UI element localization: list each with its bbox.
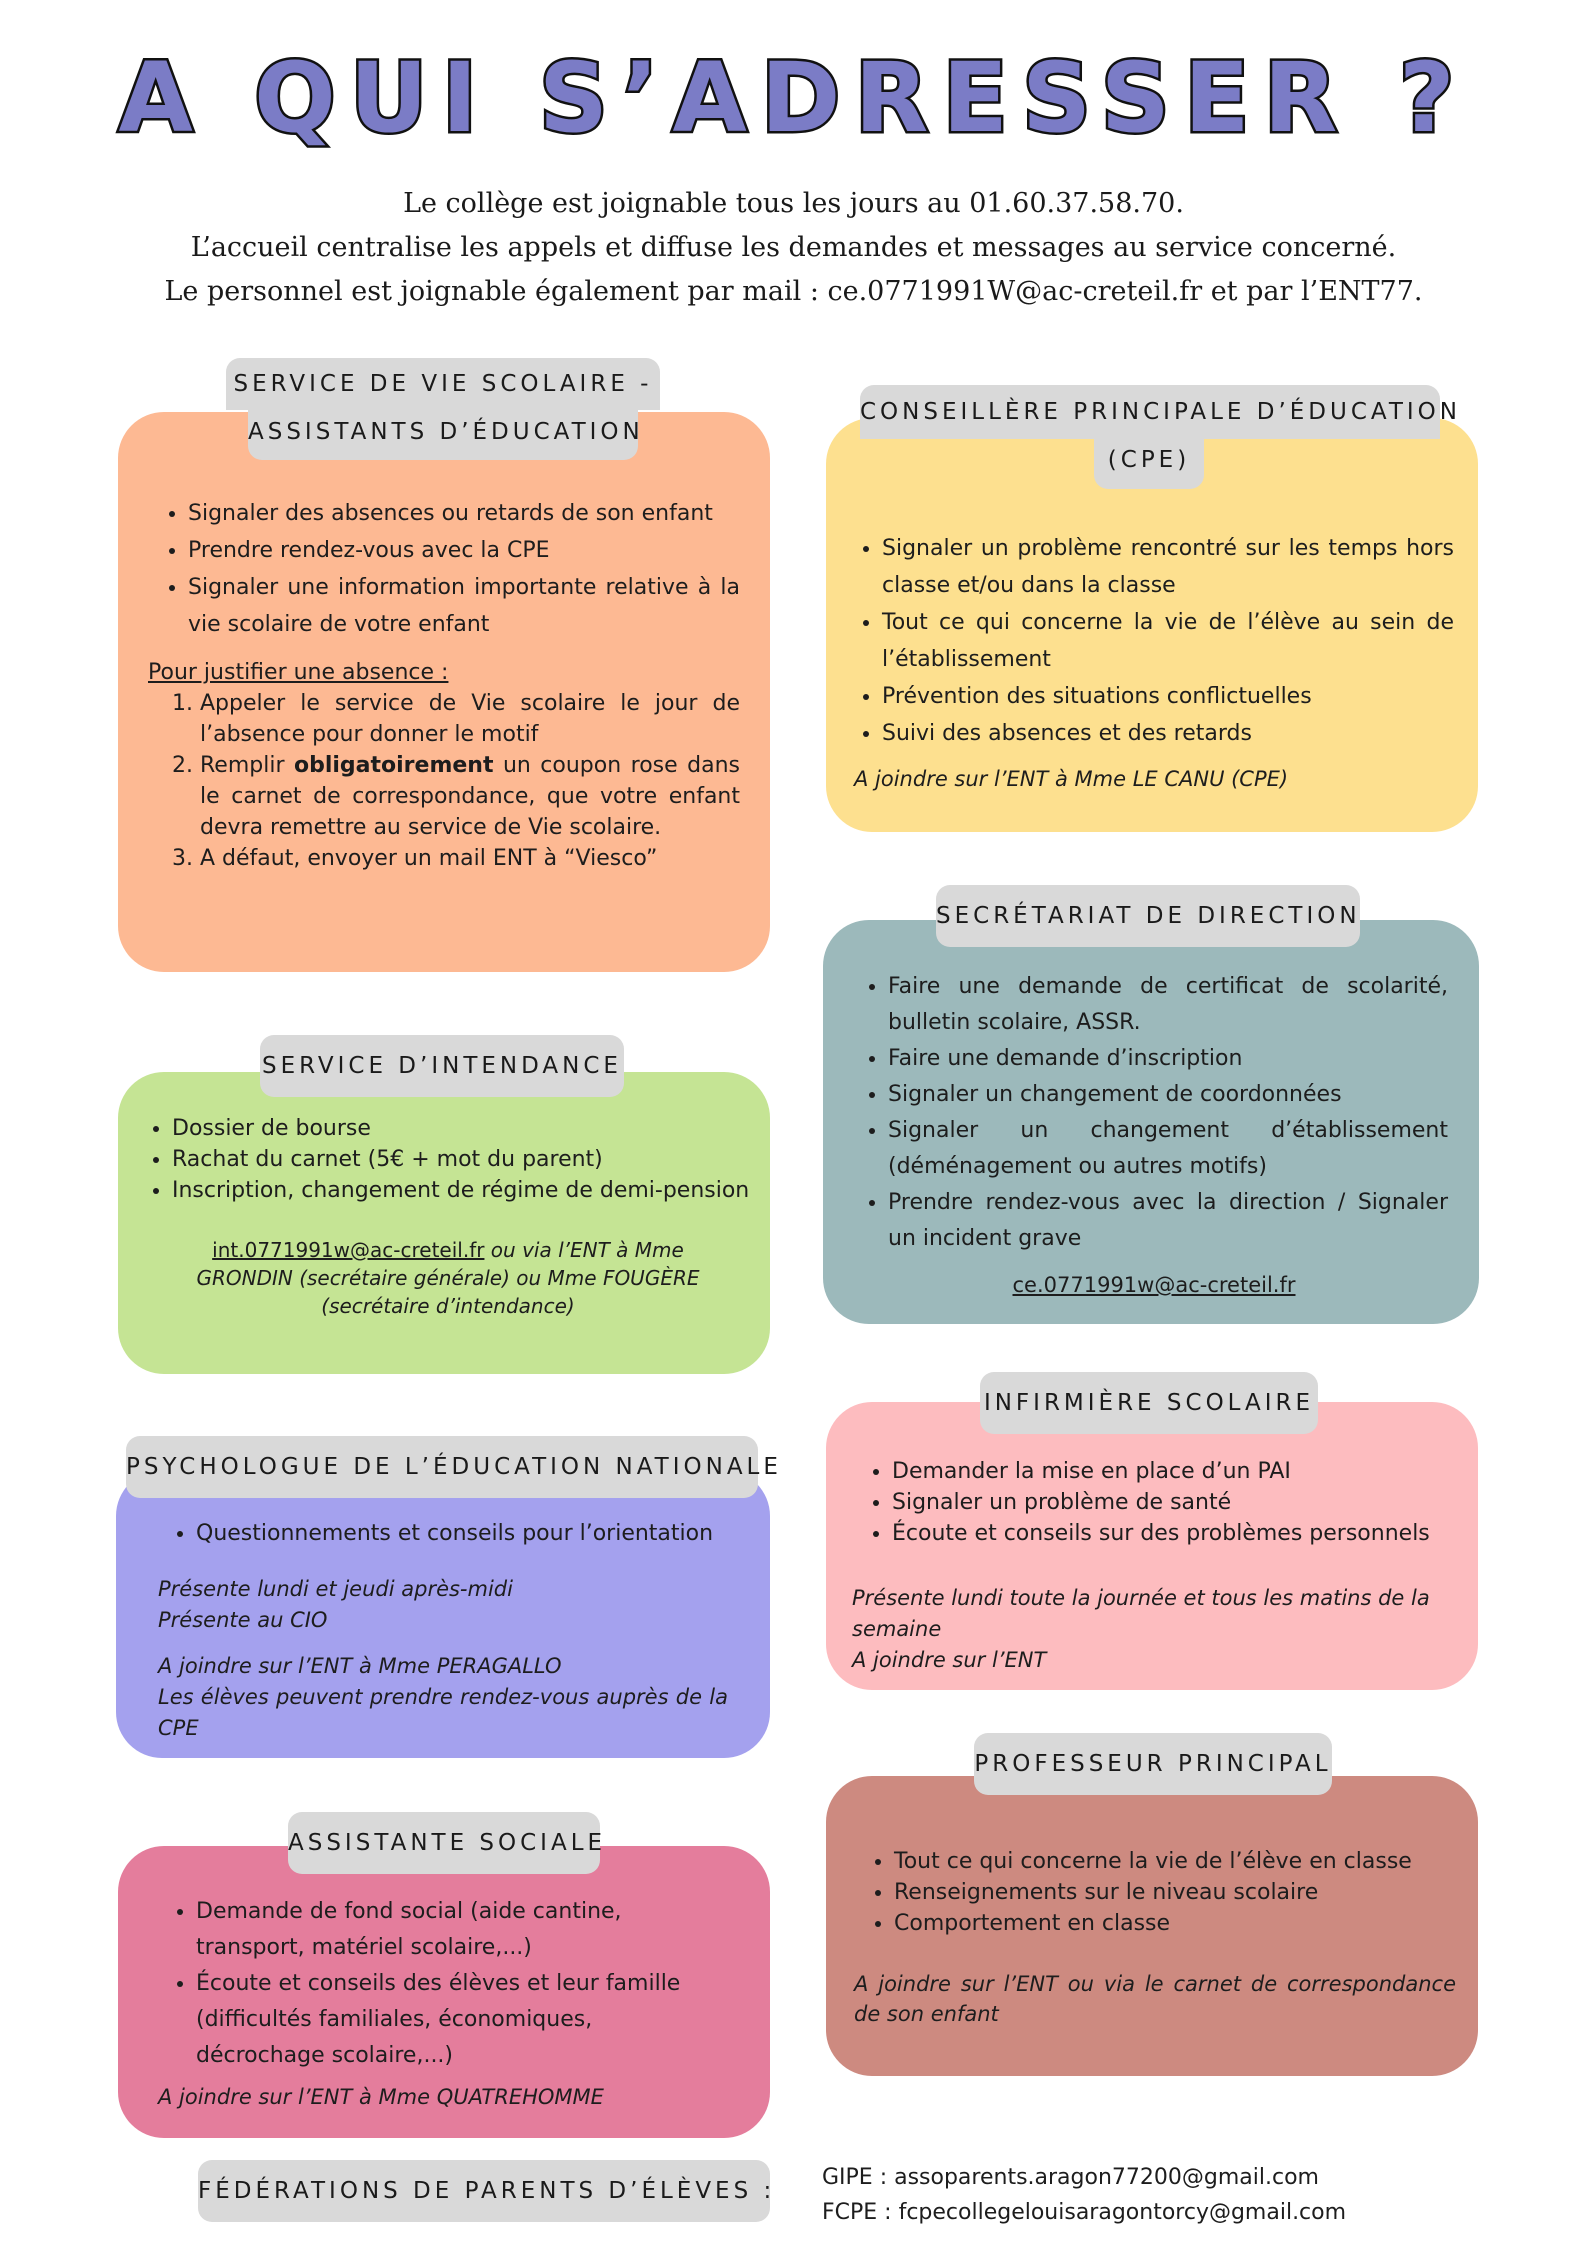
intendance-content	[144, 1113, 752, 1320]
gipe-contact[interactable]: GIPE : assoparents.aragon77200@gmail.com	[822, 2165, 1319, 2190]
list-item: • Demander la mise en place d’un PAI	[892, 1456, 1454, 1487]
tab-label: SERVICE DE VIE SCOLAIRE -	[233, 371, 653, 397]
tab-intendance	[260, 1035, 624, 1097]
list-item: • Tout ce qui concerne la vie de l’élève au sein de l’établissement	[882, 604, 1454, 678]
assistante-note: A joindre sur l’ENT à Mme QUATREHOMME	[158, 2085, 604, 2109]
intro-line: L’accueil centralise les appels et diffuse les demandes et messages au service concerné.	[190, 232, 1397, 263]
tab-label: INFIRMIÈRE SCOLAIRE	[983, 1390, 1315, 1416]
list-item: • Inscription, changement de régime de demi-pension	[172, 1175, 752, 1206]
tab-infirmiere	[980, 1372, 1318, 1434]
list-item: • Écoute et conseils sur des problèmes personnels	[892, 1518, 1454, 1549]
list-item: • Signaler des absences ou retards de son enfant	[188, 495, 740, 532]
psychologue-note2: Présente au CIO	[158, 1608, 328, 1632]
tab-label: SECRÉTARIAT DE DIRECTION	[936, 903, 1361, 929]
tab-vie-scolaire	[226, 358, 660, 410]
intro-line: Le personnel est joignable également par mail : ce.0771991W@ac-creteil.fr et par l’ENT77.	[164, 276, 1423, 307]
intro-text	[0, 182, 1587, 314]
tab-label: ASSISTANTE SOCIALE	[288, 1830, 607, 1856]
list-item: • Faire une demande de certificat de scolarité, bulletin scolaire, ASSR.	[888, 969, 1448, 1041]
list-item: • Demande de fond social (aide cantine, transport, matériel scolaire,...)	[196, 1894, 708, 1966]
list-item: • Signaler un changement d’établissement (déménagement ou autres motifs)	[888, 1113, 1448, 1185]
list-item: • Tout ce qui concerne la vie de l’élève en classe	[894, 1846, 1456, 1877]
tab-secretariat	[936, 885, 1360, 947]
step-bold: obligatoirement	[293, 753, 494, 778]
list-item: • Suivi des absences et des retards	[882, 715, 1454, 752]
infirmiere-content	[852, 1456, 1454, 1676]
professeur-note: A joindre sur l’ENT ou via le carnet de correspondance de son enfant	[854, 1972, 1456, 2026]
tab-label: (CPE)	[1107, 447, 1191, 473]
list-item: • Écoute et conseils des élèves et leur famille (difficultés familiales, économiques, décrochage scolaire,...)	[196, 1966, 708, 2074]
psychologue-note3: A joindre sur l’ENT à Mme PERAGALLO	[158, 1654, 562, 1678]
list-item: 3. A défaut, envoyer un mail ENT à “Viesco”	[200, 843, 740, 874]
step-text: Remplir	[200, 753, 294, 778]
tab-federations	[198, 2160, 776, 2222]
list-item: • Signaler un problème rencontré sur les temps hors classe et/ou dans la classe	[882, 530, 1454, 604]
justify-title: Pour justifier une absence :	[148, 660, 449, 685]
list-item: • Dossier de bourse	[172, 1113, 752, 1144]
tab-vie-scolaire-line2	[248, 408, 644, 460]
professeur-content	[854, 1846, 1456, 2029]
tab-label: PROFESSEUR PRINCIPAL	[974, 1751, 1332, 1777]
infirmiere-note2: A joindre sur l’ENT	[852, 1648, 1047, 1672]
tab-assistante	[288, 1812, 607, 1874]
secretariat-email[interactable]: ce.0771991w@ac-creteil.fr	[1012, 1273, 1296, 1297]
intro-line: Le collège est joignable tous les jours au 01.60.37.58.70.	[403, 188, 1184, 219]
list-item	[200, 750, 740, 843]
tab-label: CONSEILLÈRE PRINCIPALE D’ÉDUCATION	[860, 399, 1461, 425]
fcpe-contact[interactable]: FCPE : fcpecollegelouisaragontorcy@gmail.com	[822, 2200, 1347, 2225]
tab-professeur	[974, 1733, 1332, 1795]
tab-label: SERVICE D’INTENDANCE	[262, 1053, 622, 1079]
list-item: • Prévention des situations conflictuelles	[882, 678, 1454, 715]
list-item: • Signaler un changement de coordonnées	[888, 1077, 1448, 1113]
tab-label: PSYCHOLOGUE DE L’ÉDUCATION NATIONALE	[126, 1454, 782, 1480]
note-text: ou via l’ENT à Mme GRONDIN (secrétaire générale) ou Mme FOUGÈRE (secrétaire d’intendance)	[196, 1238, 700, 1318]
tab-label: FÉDÉRATIONS DE PARENTS D’ÉLÈVES :	[198, 2178, 776, 2204]
tab-cpe-line2	[1094, 437, 1204, 489]
step-text: un coupon rose dans le carnet de correspondance, que votre enfant devra remettre au service de Vie scolaire.	[200, 753, 740, 840]
infirmiere-note1: Présente lundi toute la journée et tous les matins de la semaine	[852, 1586, 1430, 1641]
tab-cpe	[860, 385, 1461, 439]
list-item: • Rachat du carnet (5€ + mot du parent)	[172, 1144, 752, 1175]
intendance-note	[144, 1236, 752, 1320]
cpe-note: A joindre sur l’ENT à Mme LE CANU (CPE)	[854, 767, 1289, 791]
list-item: • Signaler une information importante relative à la vie scolaire de votre enfant	[188, 569, 740, 643]
list-item: 1. Appeler le service de Vie scolaire le jour de l’absence pour donner le motif	[200, 688, 740, 750]
secretariat-content	[860, 969, 1448, 1303]
tab-psychologue	[126, 1436, 782, 1498]
vie-scolaire-content	[148, 495, 740, 874]
list-item: • Renseignements sur le niveau scolaire	[894, 1877, 1456, 1908]
psychologue-content	[148, 1518, 728, 1744]
psychologue-note4: Les élèves peuvent prendre rendez-vous auprès de la CPE	[158, 1685, 728, 1740]
list-item: • Comportement en classe	[894, 1908, 1456, 1939]
list-item: • Signaler un problème de santé	[892, 1487, 1454, 1518]
cpe-content	[854, 530, 1454, 795]
list-item: • Prendre rendez-vous avec la direction / Signaler un incident grave	[888, 1185, 1448, 1257]
list-item: • Prendre rendez-vous avec la CPE	[188, 532, 740, 569]
list-item: • Questionnements et conseils pour l’orientation	[196, 1518, 728, 1549]
federations-contacts	[822, 2160, 1462, 2230]
list-item: • Faire une demande d’inscription	[888, 1041, 1448, 1077]
tab-label: ASSISTANTS D’ÉDUCATION	[248, 419, 644, 445]
psychologue-note1: Présente lundi et jeudi après-midi	[158, 1577, 513, 1601]
assistante-content	[148, 1894, 708, 2113]
page-title: A QUI S’ADRESSER ?	[118, 42, 1469, 154]
intendance-email[interactable]: int.0771991w@ac-creteil.fr	[212, 1238, 485, 1262]
